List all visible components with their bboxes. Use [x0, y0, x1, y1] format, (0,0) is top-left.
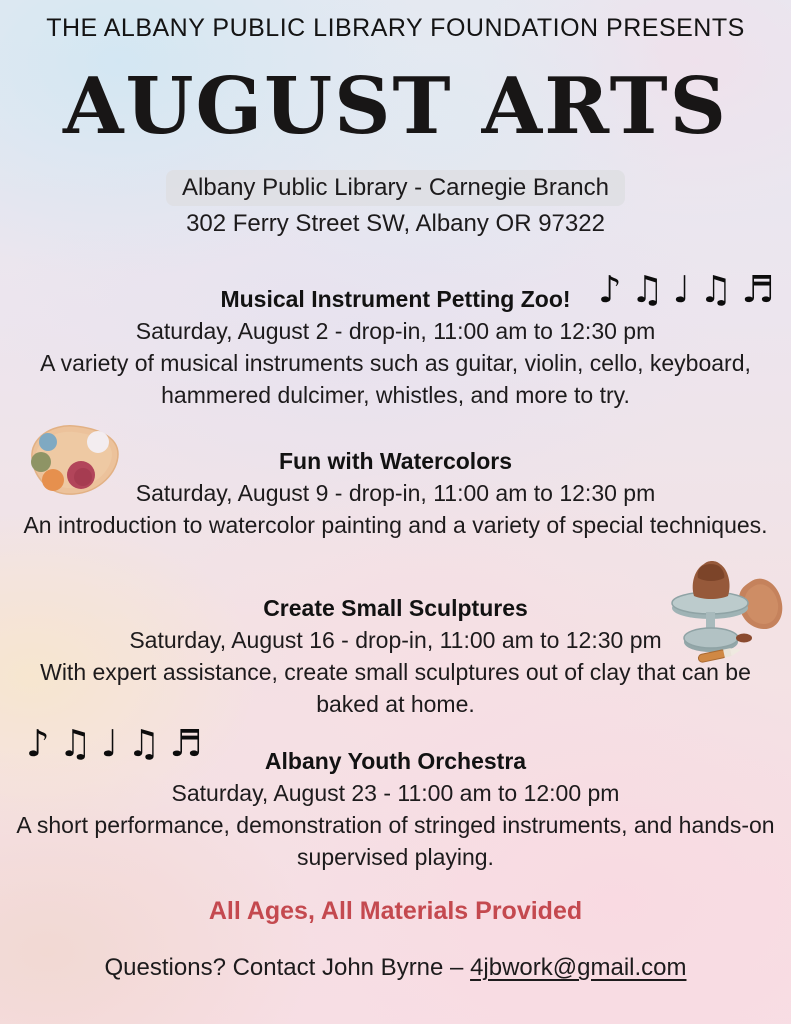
event-datetime: Saturday, August 9 - drop-in, 11:00 am to 12:30 pm: [135, 480, 656, 506]
event-fun-with-watercolors: [0, 445, 791, 541]
event-datetime: Saturday, August 16 - drop-in, 11:00 am to 12:30 pm: [129, 627, 662, 653]
event-create-small-sculptures: [0, 592, 791, 720]
all-ages-notice: All Ages, All Materials Provided: [208, 897, 583, 925]
presenter-line: THE ALBANY PUBLIC LIBRARY FOUNDATION PRESENTS: [46, 14, 745, 42]
event-musical-petting-zoo: [0, 283, 791, 411]
venue-row: [0, 170, 791, 206]
event-description: A variety of musical instruments such as guitar, violin, cello, keyboard, hammered dulcimer, whistles, and more to try.: [40, 350, 751, 408]
event-title: Create Small Sculptures: [263, 595, 528, 621]
music-notes-icon: ♪♫♩♫♬: [598, 268, 784, 311]
venue-line: Albany Public Library - Carnegie Branch: [166, 170, 625, 206]
address-line: 302 Ferry Street SW, Albany OR 97322: [186, 210, 605, 237]
page-title: AUGUST ARTS: [62, 61, 729, 152]
event-description: A short performance, demonstration of stringed instruments, and hands-on supervised playing.: [16, 812, 775, 870]
event-description: An introduction to watercolor painting and a variety of special techniques.: [23, 512, 768, 538]
event-datetime: Saturday, August 2 - drop-in, 11:00 am to 12:30 pm: [135, 318, 656, 344]
contact-email-link[interactable]: 4jbwork@gmail.com: [470, 954, 687, 981]
event-description: With expert assistance, create small sculptures out of clay that can be baked at home.: [40, 659, 751, 717]
event-title: Musical Instrument Petting Zoo!: [220, 286, 571, 312]
contact-text: Questions? Contact John Byrne –: [104, 954, 471, 981]
event-title: Fun with Watercolors: [279, 448, 512, 474]
event-datetime: Saturday, August 23 - 11:00 am to 12:00 pm: [171, 780, 620, 806]
event-albany-youth-orchestra: [0, 745, 791, 873]
event-title: Albany Youth Orchestra: [264, 748, 527, 774]
contact-line: [0, 952, 791, 984]
music-notes-icon: ♪♫♩♫♬: [26, 722, 212, 765]
